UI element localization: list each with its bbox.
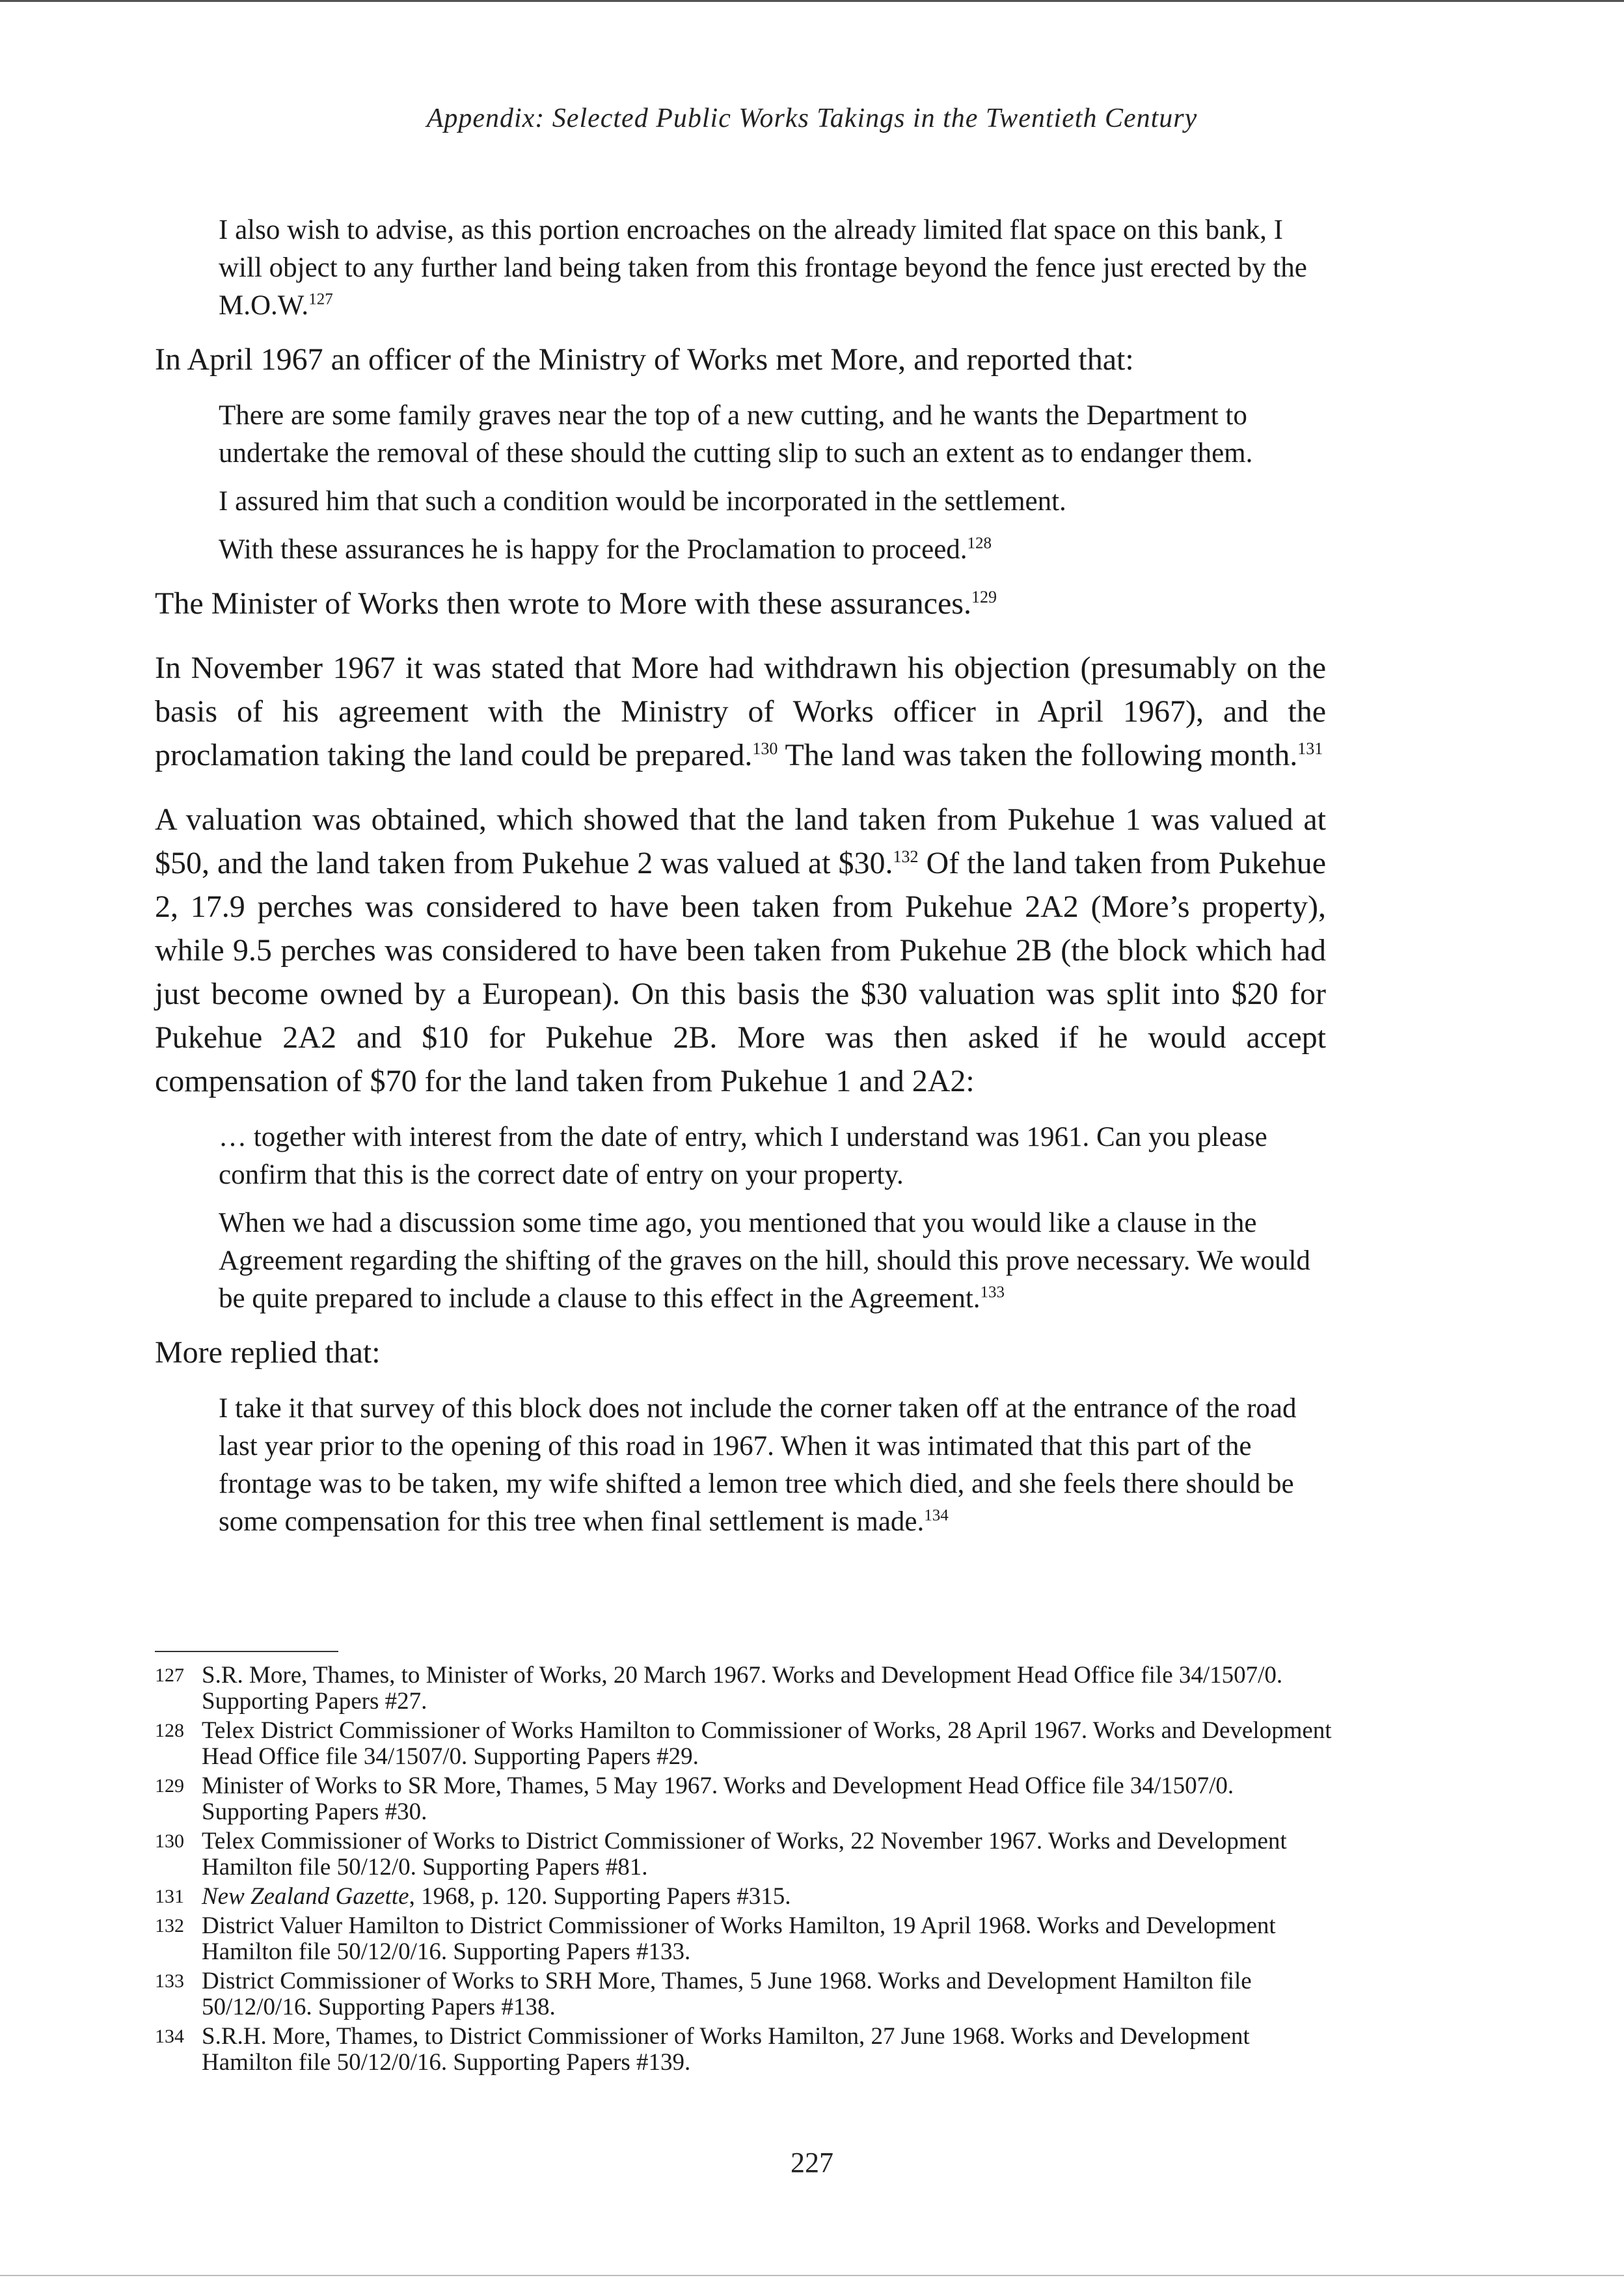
footnote-text: S.R. More, Thames, to Minister of Works, 20 March 1967. Works and Development Head Office file 34/1507/0. Supporting Papers #27. xyxy=(202,1662,1283,1715)
bottom-edge-rule xyxy=(0,2275,1624,2276)
footnote-number: 128 xyxy=(155,1720,184,1741)
paragraph xyxy=(155,798,1326,1103)
paragraph-text: The land was taken the following month. xyxy=(778,738,1298,772)
footnote-text: Telex District Commissioner of Works Hamilton to Commissioner of Works, 28 April 1967. Works and Development Head Office file 34/1507/0. Supporting Papers #29. xyxy=(202,1717,1332,1770)
paragraph: More replied that: xyxy=(155,1335,381,1370)
footnote-text-rest: , 1968, p. 120. Supporting Papers #315. xyxy=(409,1883,791,1910)
footnote-130 xyxy=(155,1828,1339,1881)
quote-text: When we had a discussion some time ago, you mentioned that you would like a clause in the Agreement regarding the shifting of the graves on the hill, should this prove necessary. We would be quite prepared to include a clause to this effect in the Agreement. xyxy=(219,1208,1310,1314)
paragraph-text: A valuation was obtained, which showed that the land taken from Pukehue 1 was valued at $50, and the land taken from Pukehue 2 was valued at $30. xyxy=(155,802,1326,880)
footnote-128 xyxy=(155,1718,1339,1770)
footnote-number: 132 xyxy=(155,1915,184,1936)
quote-paragraph xyxy=(219,531,1325,569)
footnote-134 xyxy=(155,2024,1339,2076)
body-text xyxy=(155,211,1326,1554)
paragraph: In April 1967 an officer of the Ministry of Works met More, and reported that: xyxy=(155,342,1134,377)
footnote-ref[interactable]: 129 xyxy=(971,588,997,606)
footnote-number: 134 xyxy=(155,2026,184,2047)
footnote-text: District Commissioner of Works to SRH More, Thames, 5 June 1968. Works and Development Hamilton file 50/12/0/16. Supporting Papers #138. xyxy=(202,1968,1252,2020)
footnote-text: Telex Commissioner of Works to District Commissioner of Works, 22 November 1967. Works and Development Hamilton file 50/12/0. Supporting Papers #81. xyxy=(202,1828,1287,1881)
block-quote-127 xyxy=(219,211,1325,325)
block-quote-133 xyxy=(219,1119,1325,1318)
page-number: 227 xyxy=(791,2147,833,2179)
quote-paragraph: … together with interest from the date of entry, which I understand was 1961. Can you please confirm that this is the correct date of entry on your property. xyxy=(219,1122,1267,1190)
footnote-text: Minister of Works to SR More, Thames, 5 May 1967. Works and Development Head Office file 34/1507/0. Supporting Papers #30. xyxy=(202,1773,1234,1825)
footnote-131 xyxy=(155,1884,1339,1910)
quote-text: With these assurances he is happy for the Proclamation to proceed. xyxy=(219,534,968,565)
footnote-ref[interactable]: 132 xyxy=(893,847,919,866)
footnote-number: 129 xyxy=(155,1775,184,1797)
footnote-number: 127 xyxy=(155,1664,184,1686)
footnote-text: District Valuer Hamilton to District Commissioner of Works Hamilton, 19 April 1968. Works and Development Hamilton file 50/12/0/16. Supporting Papers #133. xyxy=(202,1912,1276,1965)
block-quote-134 xyxy=(219,1390,1325,1541)
footnote-ref[interactable]: 134 xyxy=(924,1506,949,1525)
quote-paragraph xyxy=(219,1204,1325,1318)
footnotes xyxy=(155,1663,1339,2079)
footnote-number: 130 xyxy=(155,1830,184,1852)
paragraph-text: In November 1967 it was stated that More had withdrawn his objection (presumably on the basis of his agreement with the Ministry of Works officer in April 1967), and the proclamation taking the land could be prepared. xyxy=(155,651,1326,772)
footnote-text: S.R.H. More, Thames, to District Commissioner of Works Hamilton, 27 June 1968. Works and Development Hamilton file 50/12/0/16. Supporting Papers #139. xyxy=(202,2023,1250,2076)
footnote-132 xyxy=(155,1913,1339,1965)
footnote-text xyxy=(202,1884,1339,1910)
footnote-ref[interactable]: 131 xyxy=(1297,739,1323,758)
paragraph xyxy=(155,646,1326,777)
footnote-ref[interactable]: 130 xyxy=(752,739,778,758)
quote-text: I also wish to advise, as this portion encroaches on the already limited flat space on this bank, I will object to any further land being taken from this frontage beyond the fence just erected by the M.O.W. xyxy=(219,215,1307,321)
quote-paragraph: There are some family graves near the top of a new cutting, and he wants the Department to undertake the removal of these should the cutting slip to such an extent as to endanger them. xyxy=(219,400,1253,469)
footnote-127 xyxy=(155,1663,1339,1715)
footnote-133 xyxy=(155,1968,1339,2020)
paragraph xyxy=(155,582,1326,625)
footnote-ref[interactable]: 127 xyxy=(308,290,333,308)
footnote-ref[interactable]: 133 xyxy=(980,1283,1005,1301)
publication-title: New Zealand Gazette xyxy=(202,1883,409,1910)
running-head: Appendix: Selected Public Works Takings in the Twentieth Century xyxy=(426,103,1198,133)
paragraph-text: The Minister of Works then wrote to More with these assurances. xyxy=(155,586,971,621)
footnote-separator xyxy=(155,1651,338,1652)
footnote-number: 131 xyxy=(155,1886,184,1907)
footnote-number: 133 xyxy=(155,1970,184,1992)
block-quote-128 xyxy=(219,397,1325,569)
quote-text: I take it that survey of this block does not include the corner taken off at the entrance of the road last year prior to the opening of this road in 1967. When it was intimated that this part of the frontage was to be taken, my wife shifted a lemon tree which died, and she feels there should be some compensation for this tree when final settlement is made. xyxy=(219,1393,1297,1537)
footnote-ref[interactable]: 128 xyxy=(967,534,992,552)
footnote-129 xyxy=(155,1773,1339,1825)
paragraph-text: Of the land taken from Pukehue 2, 17.9 perches was considered to have been taken from Pukehue 2A2 (More’s property), while 9.5 perches was considered to have been taken from Pukehue 2B (the block which had just become owned by a European). On this basis the $30 valuation was split into $20 for Pukehue 2A2 and $10 for Pukehue 2B. More was then asked if he would accept compensation of $70 for the land taken from Pukehue 1 and 2A2: xyxy=(155,846,1327,1098)
quote-paragraph: I assured him that such a condition would be incorporated in the settlement. xyxy=(219,486,1066,517)
